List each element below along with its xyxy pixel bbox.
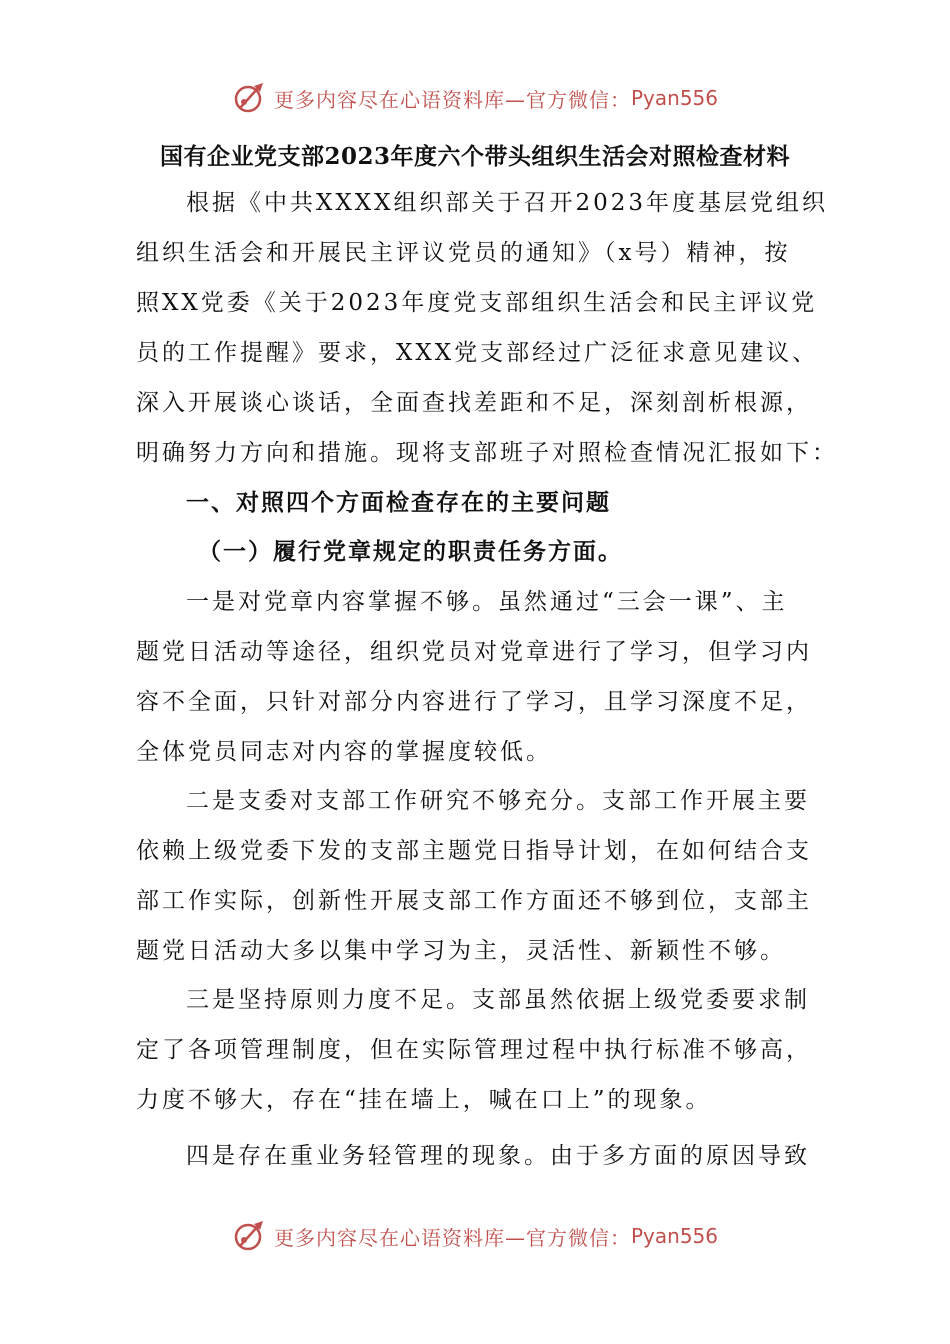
footer-watermark — [0, 1216, 950, 1256]
text-line: 照XX党委《关于2023年度党支部组织生活会和民主评议党 — [136, 290, 818, 316]
intro-paragraph — [136, 178, 838, 478]
text-line: 二是支委对支部工作研究不够充分。支部工作开展主要 — [186, 788, 810, 814]
paragraph-3 — [136, 975, 816, 1125]
text-line: 容不全面，只针对部分内容进行了学习，且学习深度不足， — [136, 689, 812, 715]
text-line: 部工作实际，创新性开展支部工作方面还不够到位，支部主 — [136, 888, 812, 914]
text-line: 依赖上级党委下发的支部主题党日指导计划，在如何结合支 — [136, 838, 812, 864]
watermark-wechat-id: Pyan556 — [630, 1224, 718, 1248]
paragraph-1 — [136, 577, 816, 777]
brush-logo-icon — [232, 1218, 268, 1254]
subsection-heading: （一）履行党章规定的职责任务方面。 — [198, 538, 623, 565]
text-line: 组织生活会和开展民主评议党员的通知》（x号）精神，按 — [136, 240, 791, 266]
text-line: 四是存在重业务轻管理的现象。由于多方面的原因导致 — [186, 1143, 810, 1169]
header-watermark — [0, 78, 950, 118]
text-line: 题党日活动等途径，组织党员对党章进行了学习，但学习内 — [136, 639, 812, 665]
paragraph-2 — [136, 776, 816, 976]
watermark-text: 更多内容尽在心语资料库—官方微信： — [273, 1225, 631, 1250]
text-line: 深入开展谈心谈话，全面查找差距和不足，深刻剖析根源， — [136, 390, 812, 416]
text-line: 员的工作提醒》要求，XXX党支部经过广泛征求意见建议、 — [136, 340, 819, 366]
watermark-text: 更多内容尽在心语资料库—官方微信： — [273, 87, 631, 112]
brush-logo-icon — [232, 80, 268, 116]
paragraph-4 — [136, 1131, 816, 1181]
text-line: 三是坚持原则力度不足。支部虽然依据上级党委要求制 — [186, 987, 810, 1013]
text-line: 一是对党章内容掌握不够。虽然通过“三会一课”、主 — [186, 589, 788, 615]
text-line: 明确努力方向和措施。现将支部班子对照检查情况汇报如下： — [136, 440, 838, 466]
text-line: 全体党员同志对内容的掌握度较低。 — [136, 739, 552, 765]
section-heading: 一、对照四个方面检查存在的主要问题 — [186, 489, 611, 516]
text-line: 题党日活动大多以集中学习为主，灵活性、新颖性不够。 — [136, 938, 786, 964]
text-line: 根据《中共XXXX组织部关于召开2023年度基层党组织 — [186, 190, 829, 216]
watermark-wechat-id: Pyan556 — [630, 86, 718, 110]
text-line: 定了各项管理制度，但在实际管理过程中执行标准不够高， — [136, 1037, 812, 1063]
text-line: 力度不够大，存在“挂在墙上，喊在口上”的现象。 — [136, 1087, 712, 1113]
document-title: 国有企业党支部2023年度六个带头组织生活会对照检查材料 — [159, 143, 790, 170]
